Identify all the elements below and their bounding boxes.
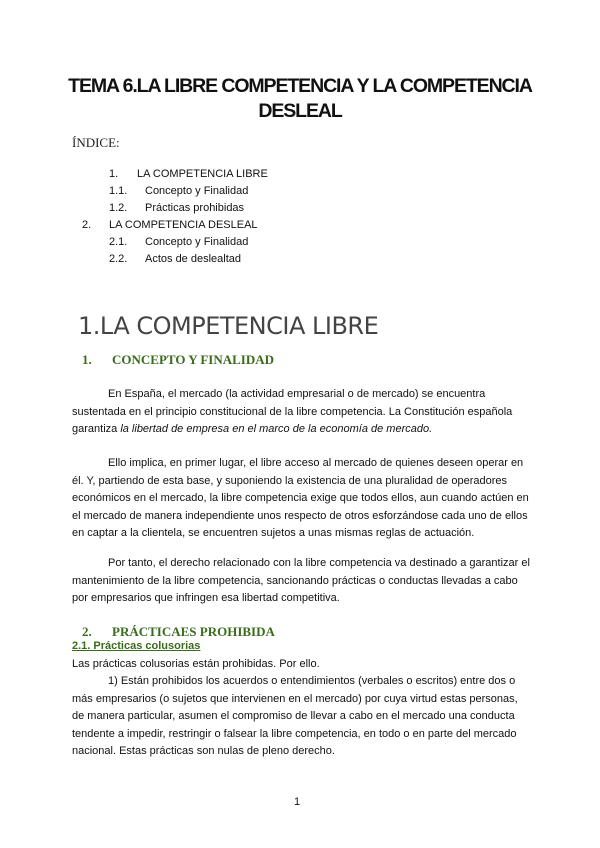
paragraph-text: En España, el mercado (la actividad empresarial o de mercado) se encuentra sustentada en el principio constitucional de la libre competencia. La Constitución española garantiza [72, 388, 513, 436]
toc-item-text: LA COMPETENCIA DESLEAL [109, 219, 258, 231]
toc-item-text: Actos de deslealtad [145, 253, 242, 265]
toc-item-number: 2. [82, 219, 92, 231]
toc-item-text: Prácticas prohibidas [145, 202, 245, 214]
toc-item-number: 1.1. [109, 185, 128, 197]
page-number: 1 [294, 796, 301, 808]
toc-item-number: 2.1. [109, 236, 128, 248]
paragraph: 1) Están prohibidos los acuerdos o entendimientos (verbales o escritos) entre dos o más empresarios (o sujetos que intervienen en el mercado) por cuya virtud estas personas, de manera particular, asumen el compromiso de llevar a cabo en el mercado una conducta tendente a impedir, restringir o falsear la libre competencia, en todo o en parte del mercado nacional. Estas prácticas son nulas de pleno derecho. [72, 675, 518, 758]
toc-item-number: 2.2. [109, 253, 128, 265]
toc-item-text: LA COMPETENCIA LIBRE [137, 168, 268, 180]
toc-item-number: 1. [109, 168, 119, 180]
section-title: PRÁCTICAES PROHIBIDA [112, 624, 275, 639]
paragraph: Ello implica, en primer lugar, el libre acceso al mercado de quienes deseen operar en él. Y, partiendo de esta base, y suponiendo la existencia de una pluralidad de operadores económicos en el mercado, la libre competencia exige que todos ellos, aun cuando actúen en el mercado de manera independiente unos respecto de otros esforzándose cada uno de ellos en captar a la clientela, se encuentren sujetos a unas mismas reglas de actuación. [72, 457, 529, 540]
toc-item-text: Concepto y Finalidad [145, 185, 249, 197]
emphasis-text: la libertad de empresa en el marco de la economía de mercado. [120, 423, 433, 436]
toc-item-number: 1.2. [109, 202, 128, 214]
toc-item-text: Concepto y Finalidad [145, 236, 249, 248]
index-label: ÍNDICE: [72, 135, 120, 150]
paragraph [72, 386, 530, 439]
document-title: TEMA 6.LA LIBRE COMPETENCIA Y LA COMPETENCIA DESLEAL [68, 75, 532, 122]
section-number: 1. [82, 352, 92, 367]
paragraph: Las prácticas colusorias están prohibidas. Por ello. [72, 658, 320, 670]
subsection-heading: 2.1. Prácticas colusorias [72, 640, 201, 652]
section-number: 2. [82, 624, 92, 639]
paragraph: Por tanto, el derecho relacionado con la libre competencia va destinado a garantizar el mantenimiento de la libre competencia, sancionando prácticas o conductas llevadas a cabo por empresarios que infringen esa libertad competitiva. [72, 557, 530, 605]
section-title: CONCEPTO Y FINALIDAD [112, 352, 275, 367]
chapter-heading: 1.LA COMPETENCIA LIBRE [78, 312, 379, 340]
